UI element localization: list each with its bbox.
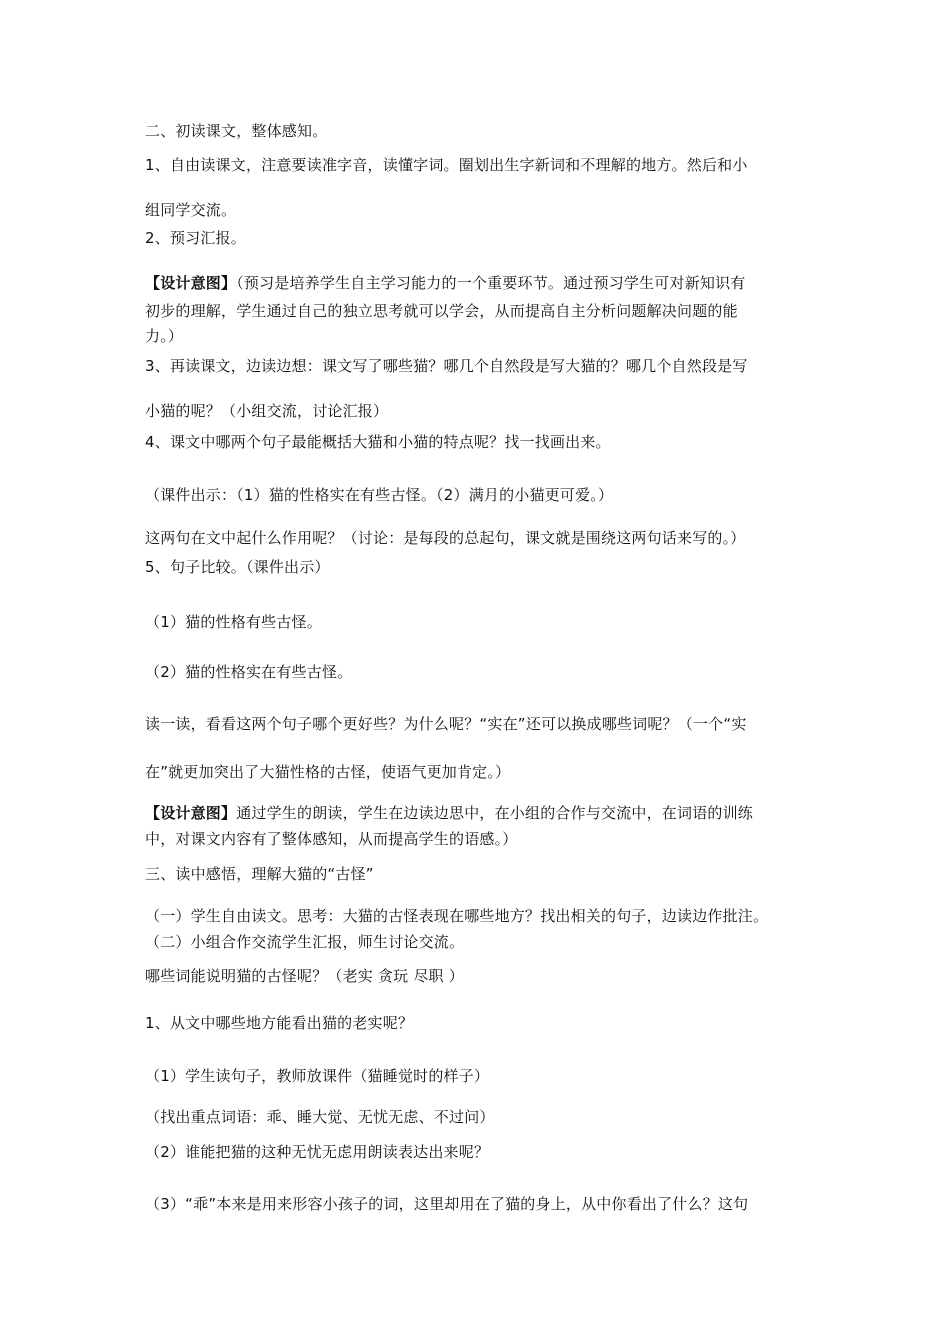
paragraph-line: （找出重点词语：乖、睡大觉、无忧无虑、不过问） (145, 1108, 495, 1126)
sentence-2: （2）猫的性格实在有些古怪。 (145, 663, 353, 681)
paragraph-line: 初步的理解，学生通过自己的独立思考就可以学会，从而提高自主分析问题解决问题的能 (145, 302, 738, 320)
paragraph-line: （3）“乖”本来是用来形容小孩子的词，这里却用在了猫的身上，从中你看出了什么？这句 (145, 1195, 749, 1213)
paragraph-line: 1、自由读课文，注意要读准字音，读懂字词。圈划出生字新词和不理解的地方。然后和小 (145, 156, 748, 174)
paragraph-line: 组同学交流。 (145, 201, 237, 219)
paragraph-line: 力。） (145, 327, 184, 345)
design-intent-paragraph: 【设计意图】（预习是培养学生自主学习能力的一个重要环节。通过预习学生可对新知识有 (145, 274, 746, 292)
design-intent-label: 【设计意图】 (145, 274, 237, 292)
design-intent-paragraph-2: 【设计意图】通过学生的朗读，学生在边读边思中，在小组的合作与交流中，在词语的训练 (145, 804, 754, 822)
paragraph-line: 这两句在文中起什么作用呢？（讨论：是每段的总起句，课文就是围绕这两句话来写的。） (145, 529, 746, 547)
section-heading-2: 二、初读课文，整体感知。 (145, 122, 328, 140)
paragraph-line: （1）学生读句子，教师放课件（猫睡觉时的样子） (145, 1067, 490, 1085)
paragraph-line: 1、从文中哪些地方能看出猫的老实呢？ (145, 1014, 414, 1032)
section-heading-3: 三、读中感悟，理解大猫的“古怪” (145, 865, 374, 883)
design-intent-label: 【设计意图】 (145, 804, 237, 822)
paragraph-line: （课件出示：（1）猫的性格实在有些古怪。（2）满月的小猫更可爱。） (145, 486, 614, 504)
paragraph-line: 读一读，看看这两个句子哪个更好些？为什么呢？“实在”还可以换成哪些词呢？（一个“实 (145, 715, 747, 733)
paragraph-line: 哪些词能说明猫的古怪呢？（老实 贪玩 尽职 ） (145, 967, 464, 985)
sentence-1: （1）猫的性格有些古怪。 (145, 613, 322, 631)
paragraph-line: 中，对课文内容有了整体感知，从而提高学生的语感。） (145, 830, 518, 848)
paragraph-line: 3、再读课文，边读边想：课文写了哪些猫？哪几个自然段是写大猫的？哪几个自然段是写 (145, 357, 748, 375)
paragraph-line: 5、句子比较。（课件出示） (145, 558, 330, 576)
paragraph-line: 4、课文中哪两个句子最能概括大猫和小猫的特点呢？找一找画出来。 (145, 433, 611, 451)
paragraph-line: （2）谁能把猫的这种无忧无虑用朗读表达出来呢？ (145, 1143, 490, 1161)
paragraph-line: （二）小组合作交流学生汇报，师生讨论交流。 (145, 933, 465, 951)
paragraph-line: 在”就更加突出了大猫性格的古怪，使语气更加肯定。） (145, 763, 511, 781)
paragraph-line: 2、预习汇报。 (145, 229, 246, 247)
paragraph-line: （一）学生自由读文。思考：大猫的古怪表现在哪些地方？找出相关的句子，边读边作批注。 (145, 907, 769, 925)
paragraph-line: 小猫的呢？（小组交流，讨论汇报） (145, 402, 389, 420)
